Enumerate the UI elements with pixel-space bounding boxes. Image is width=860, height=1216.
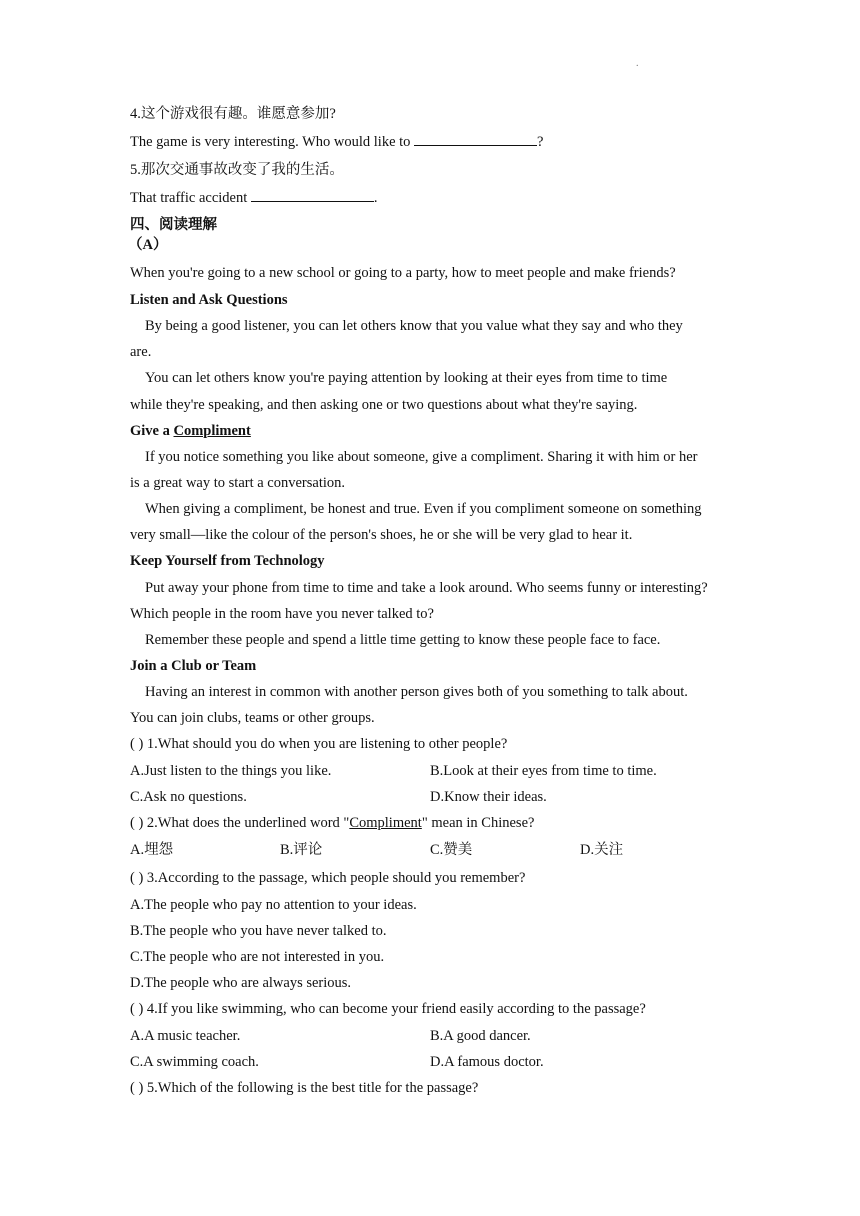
question-2-underlined-word: Compliment — [349, 815, 422, 831]
question-2-text: ( ) 2.What does the underlined word " — [130, 815, 350, 831]
heading-compliment — [130, 421, 251, 441]
heading-club: Join a Club or Team — [130, 658, 257, 674]
q4-english-end: ? — [537, 134, 544, 150]
q2-option-a[interactable]: A.埋怨 — [130, 842, 174, 858]
translation-q5-chinese: 5.那次交通事故改变了我的生活。 — [130, 162, 344, 178]
question-5: ( ) 5.Which of the following is the best title for the passage? — [130, 1080, 479, 1096]
section-part-label: （A） — [128, 237, 168, 253]
q2-option-b[interactable]: B.评论 — [280, 842, 323, 858]
q4-option-d[interactable]: D.A famous doctor. — [430, 1054, 544, 1070]
q1-option-c[interactable]: C.Ask no questions. — [130, 789, 247, 805]
paragraph-2-line-1: You can let others know you're paying attention by looking at their eyes from time to time — [145, 370, 668, 386]
page-mark: . — [636, 58, 639, 69]
question-2 — [130, 813, 534, 833]
answer-blank-q5[interactable] — [251, 188, 374, 202]
paragraph-3-line-2: is a great way to start a conversation. — [130, 475, 346, 491]
q3-option-b[interactable]: B.The people who you have never talked to. — [130, 923, 387, 939]
passage-intro: When you're going to a new school or going to a party, how to meet people and make friends? — [130, 265, 676, 281]
paragraph-4-line-2: very small—like the colour of the person's shoes, he or she will be very glad to hear it. — [130, 527, 633, 543]
question-4: ( ) 4.If you like swimming, who can become your friend easily according to the passage? — [130, 1001, 646, 1017]
paragraph-3-line-1: If you notice something you like about someone, give a compliment. Sharing it with him or her — [145, 449, 698, 465]
q4-option-c[interactable]: C.A swimming coach. — [130, 1054, 259, 1070]
q4-english-text: The game is very interesting. Who would like to — [130, 134, 415, 150]
paragraph-6: Remember these people and spend a little time getting to know these people face to face. — [145, 632, 661, 648]
translation-q4-english — [130, 132, 543, 152]
q3-option-d[interactable]: D.The people who are always serious. — [130, 975, 352, 991]
q1-option-a[interactable]: A.Just listen to the things you like. — [130, 763, 332, 779]
q2-option-c[interactable]: C.赞美 — [430, 842, 473, 858]
translation-q5-english — [130, 188, 378, 208]
paragraph-4-line-1: When giving a compliment, be honest and true. Even if you compliment someone on something — [145, 501, 702, 517]
paragraph-5-line-1: Put away your phone from time to time and take a look around. Who seems funny or interesting? — [145, 580, 708, 596]
q3-option-a[interactable]: A.The people who pay no attention to your ideas. — [130, 897, 417, 913]
paragraph-5-line-2: Which people in the room have you never talked to? — [130, 606, 434, 622]
heading-compliment-prefix: Give a — [130, 423, 174, 439]
q5-english-text: That traffic accident — [130, 190, 251, 206]
paragraph-1-line-1: By being a good listener, you can let others know that you value what they say and who they — [145, 318, 683, 334]
q3-option-c[interactable]: C.The people who are not interested in you. — [130, 949, 385, 965]
paragraph-7-line-2: You can join clubs, teams or other groups. — [130, 710, 375, 726]
q1-option-d[interactable]: D.Know their ideas. — [430, 789, 547, 805]
translation-q4-chinese: 4.这个游戏很有趣。谁愿意参加? — [130, 106, 336, 122]
heading-listen: Listen and Ask Questions — [130, 292, 288, 308]
paragraph-1-line-2: are. — [130, 344, 152, 360]
question-2-text-end: " mean in Chinese? — [421, 815, 535, 831]
paragraph-2-line-2: while they're speaking, and then asking one or two questions about what they're saying. — [130, 397, 638, 413]
heading-technology: Keep Yourself from Technology — [130, 553, 325, 569]
section-title: 四、阅读理解 — [130, 217, 217, 233]
question-1: ( ) 1.What should you do when you are listening to other people? — [130, 736, 508, 752]
q5-english-end: . — [373, 190, 378, 206]
paragraph-7-line-1: Having an interest in common with another person gives both of you something to talk about. — [145, 684, 688, 700]
q4-option-a[interactable]: A.A music teacher. — [130, 1028, 241, 1044]
q1-option-b[interactable]: B.Look at their eyes from time to time. — [430, 763, 657, 779]
question-3: ( ) 3.According to the passage, which people should you remember? — [130, 870, 526, 886]
q4-option-b[interactable]: B.A good dancer. — [430, 1028, 531, 1044]
q2-option-d[interactable]: D.关注 — [580, 842, 624, 858]
answer-blank-q4[interactable] — [414, 132, 537, 146]
underlined-word-compliment: Compliment — [173, 423, 251, 439]
